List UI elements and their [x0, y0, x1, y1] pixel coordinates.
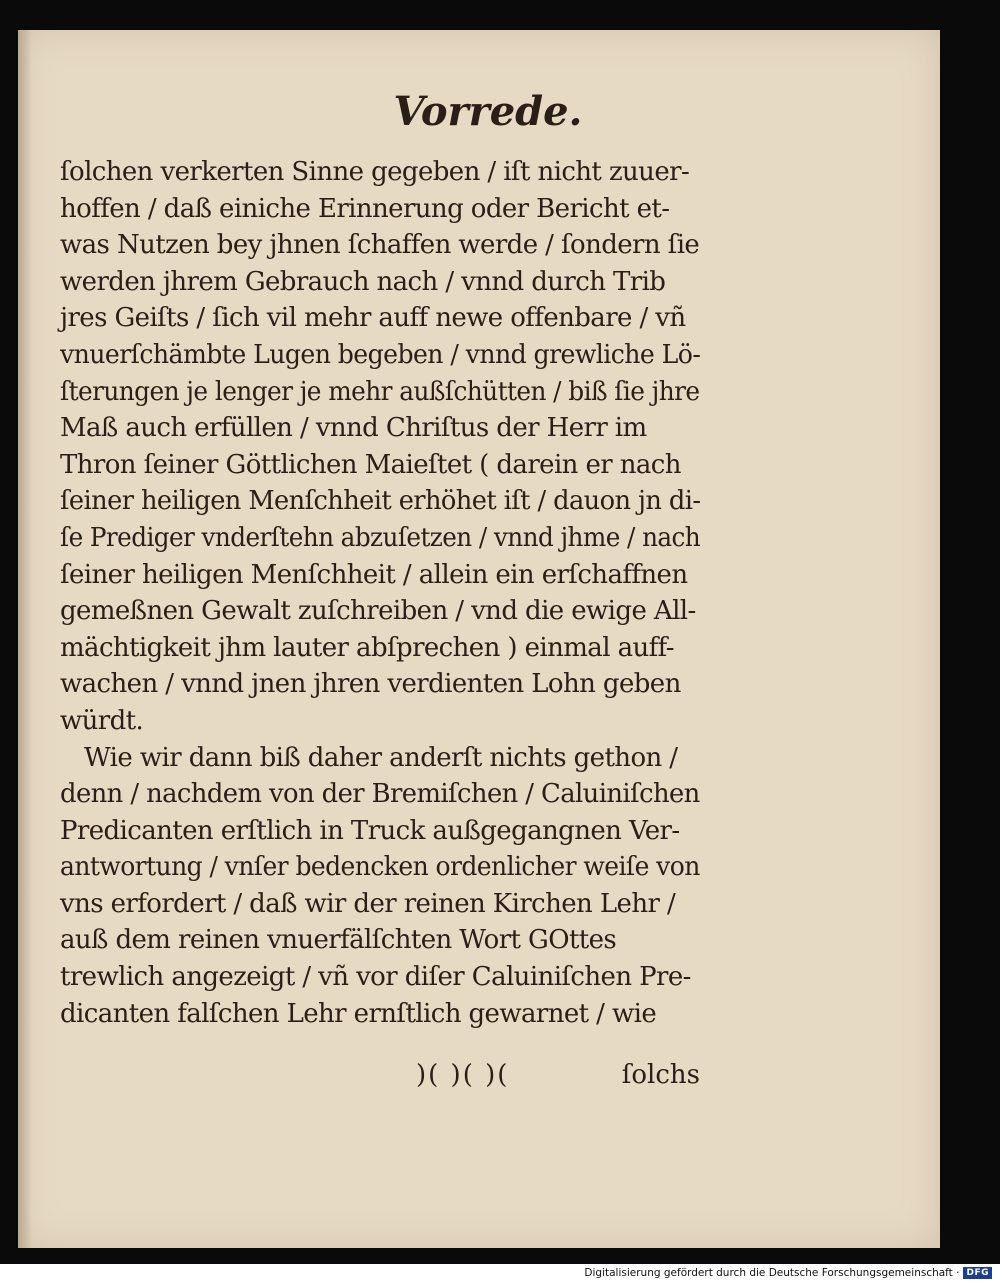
digitization-credit [584, 1265, 992, 1281]
text-line: was Nutzen bey jhnen ſchaffen werde / ſondern ſie [60, 230, 700, 261]
text-line: Wie wir dann biß daher anderſt nichts gethon / [84, 742, 678, 773]
text-line: mächtigkeit jhm lauter abſprechen ) einmal auff- [60, 632, 674, 663]
text-line: würdt. [60, 705, 144, 736]
text-line: werden jhrem Gebrauch nach / vnnd durch Trib [60, 266, 666, 297]
text-line: ſeiner heiligen Menſchheit / allein ein erſchaffnen [60, 559, 688, 590]
text-line: Maß auch erfüllen / vnnd Chriſtus der Herr im [60, 413, 647, 444]
text-line: vnuerſchämbte Lugen begeben / vnnd grewliche Lö- [60, 339, 701, 370]
page-footer-line [60, 1060, 700, 1100]
text-line: wachen / vnnd jnen jhren verdienten Lohn geben [60, 669, 681, 700]
book-page [18, 30, 940, 1248]
text-line: gemeßnen Gewalt zuſchreiben / vnd die ewige All- [60, 596, 696, 627]
text-line: ſe Prediger vnderſtehn abzuſetzen / vnnd jhme / nach [60, 522, 701, 553]
text-line: trewlich angezeigt / vñ vor diſer Caluiniſchen Pre- [60, 962, 691, 993]
text-line: dicanten falſchen Lehr ernſtlich gewarnet / wie [60, 998, 657, 1029]
page-header: Vorrede. [393, 88, 583, 135]
catchword: ſolchs [621, 1060, 700, 1090]
text-line: Predicanten erſtlich in Truck außgegangnen Ver- [60, 815, 680, 846]
dfg-logo: DFG [963, 1267, 992, 1279]
text-line: denn / nachdem von der Bremiſchen / Caluiniſchen [60, 779, 700, 810]
credit-text: Digitalisierung gefördert durch die Deutsche Forschungsgemeinschaft · [584, 1267, 960, 1279]
text-line: ſeiner heiligen Menſchheit erhöhet iſt / dauon jn di- [60, 486, 701, 517]
text-line: Thron ſeiner Göttlichen Maieſtet ( darein er nach [60, 449, 681, 480]
page-gutter-shade [18, 30, 32, 1248]
text-line: jres Geiſts / ſich vil mehr auff newe offenbare / vñ [60, 303, 686, 334]
text-line: antwortung / vnſer bedencken ordenlicher weiſe von [60, 852, 700, 883]
text-line: hoffen / daß einiche Erinnerung oder Bericht et- [60, 193, 670, 224]
text-line: vns erfordert / daß wir der reinen Kirchen Lehr / [60, 888, 676, 919]
text-line: auß dem reinen vnuerfälſchten Wort GOttes [60, 925, 617, 956]
body-text [60, 154, 700, 1032]
text-line: ſolchen verkerten Sinne gegeben / iſt nicht zuuer- [60, 157, 690, 187]
text-line: ſterungen je lenger je mehr außſchütten / biß ſie jhre [60, 376, 700, 407]
signature-mark: )( )( )( [416, 1060, 510, 1090]
